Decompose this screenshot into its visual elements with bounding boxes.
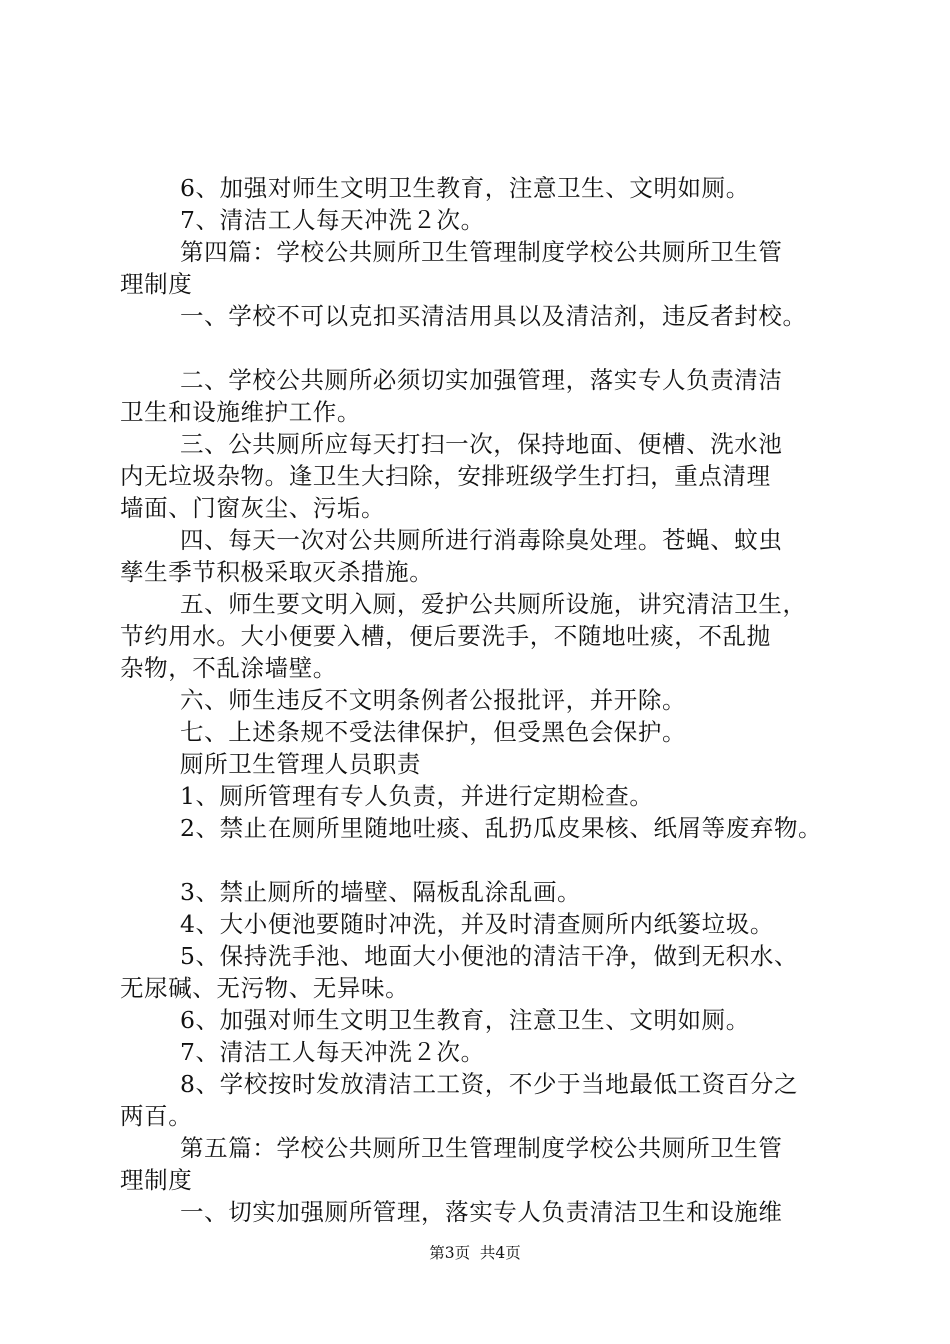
text-line: 厕所卫生管理人员职责 [180, 750, 421, 778]
text-line: 孳生季节积极采取灭杀措施。 [120, 558, 434, 586]
text-line: 四、每天一次对公共厕所进行消毒除臭处理。苍蝇、蚊虫 [180, 526, 783, 554]
text-line: 一、切实加强厕所管理，落实专人负责清洁卫生和设施维 [180, 1198, 783, 1226]
text-line: 2、禁止在厕所里随地吐痰、乱扔瓜皮果核、纸屑等废弃物。 [180, 814, 823, 842]
text-line: 五、师生要文明入厕，爱护公共厕所设施，讲究清洁卫生， [180, 590, 807, 618]
text-line: 8、学校按时发放清洁工工资，不少于当地最低工资百分之 [180, 1070, 799, 1098]
text-line: 第五篇：学校公共厕所卫生管理制度学校公共厕所卫生管 [180, 1134, 783, 1162]
text-line: 内无垃圾杂物。逢卫生大扫除，安排班级学生打扫，重点清理 [120, 462, 771, 490]
text-line: 两百。 [120, 1102, 193, 1130]
text-line: 6、加强对师生文明卫生教育，注意卫生、文明如厕。 [180, 174, 750, 202]
text-line: 六、师生违反不文明条例者公报批评，并开除。 [180, 686, 687, 714]
text-line: 理制度 [120, 1166, 193, 1194]
text-line: 6、加强对师生文明卫生教育，注意卫生、文明如厕。 [180, 1006, 750, 1034]
text-line: 一、学校不可以克扣买清洁用具以及清洁剂，违反者封校。 [180, 302, 807, 330]
text-line: 墙面、门窗灰尘、污垢。 [120, 494, 386, 522]
text-line: 第四篇：学校公共厕所卫生管理制度学校公共厕所卫生管 [180, 238, 783, 266]
text-line: 5、保持洗手池、地面大小便池的清洁干净，做到无积水、 [180, 942, 799, 970]
text-line: 三、公共厕所应每天打扫一次，保持地面、便槽、洗水池 [180, 430, 783, 458]
text-line: 理制度 [120, 270, 193, 298]
text-line: 7、清洁工人每天冲洗２次。 [180, 1038, 485, 1066]
text-line: 无尿碱、无污物、无异味。 [120, 974, 410, 1002]
text-line: 1、厕所管理有专人负责，并进行定期检查。 [180, 782, 654, 810]
page-number-footer: 第3页 共4页 [429, 1244, 521, 1262]
text-line: 节约用水。大小便要入槽，便后要洗手，不随地吐痰，不乱抛 [120, 622, 771, 650]
text-line: 卫生和设施维护工作。 [120, 398, 361, 426]
text-line: 杂物，不乱涂墙壁。 [120, 654, 337, 682]
text-line: 七、上述条规不受法律保护，但受黑色会保护。 [180, 718, 687, 746]
text-line: 7、清洁工人每天冲洗２次。 [180, 206, 485, 234]
text-line: 4、大小便池要随时冲洗，并及时清查厕所内纸篓垃圾。 [180, 910, 774, 938]
text-line: 二、学校公共厕所必须切实加强管理，落实专人负责清洁 [180, 366, 783, 394]
text-line: 3、禁止厕所的墙壁、隔板乱涂乱画。 [180, 878, 582, 906]
